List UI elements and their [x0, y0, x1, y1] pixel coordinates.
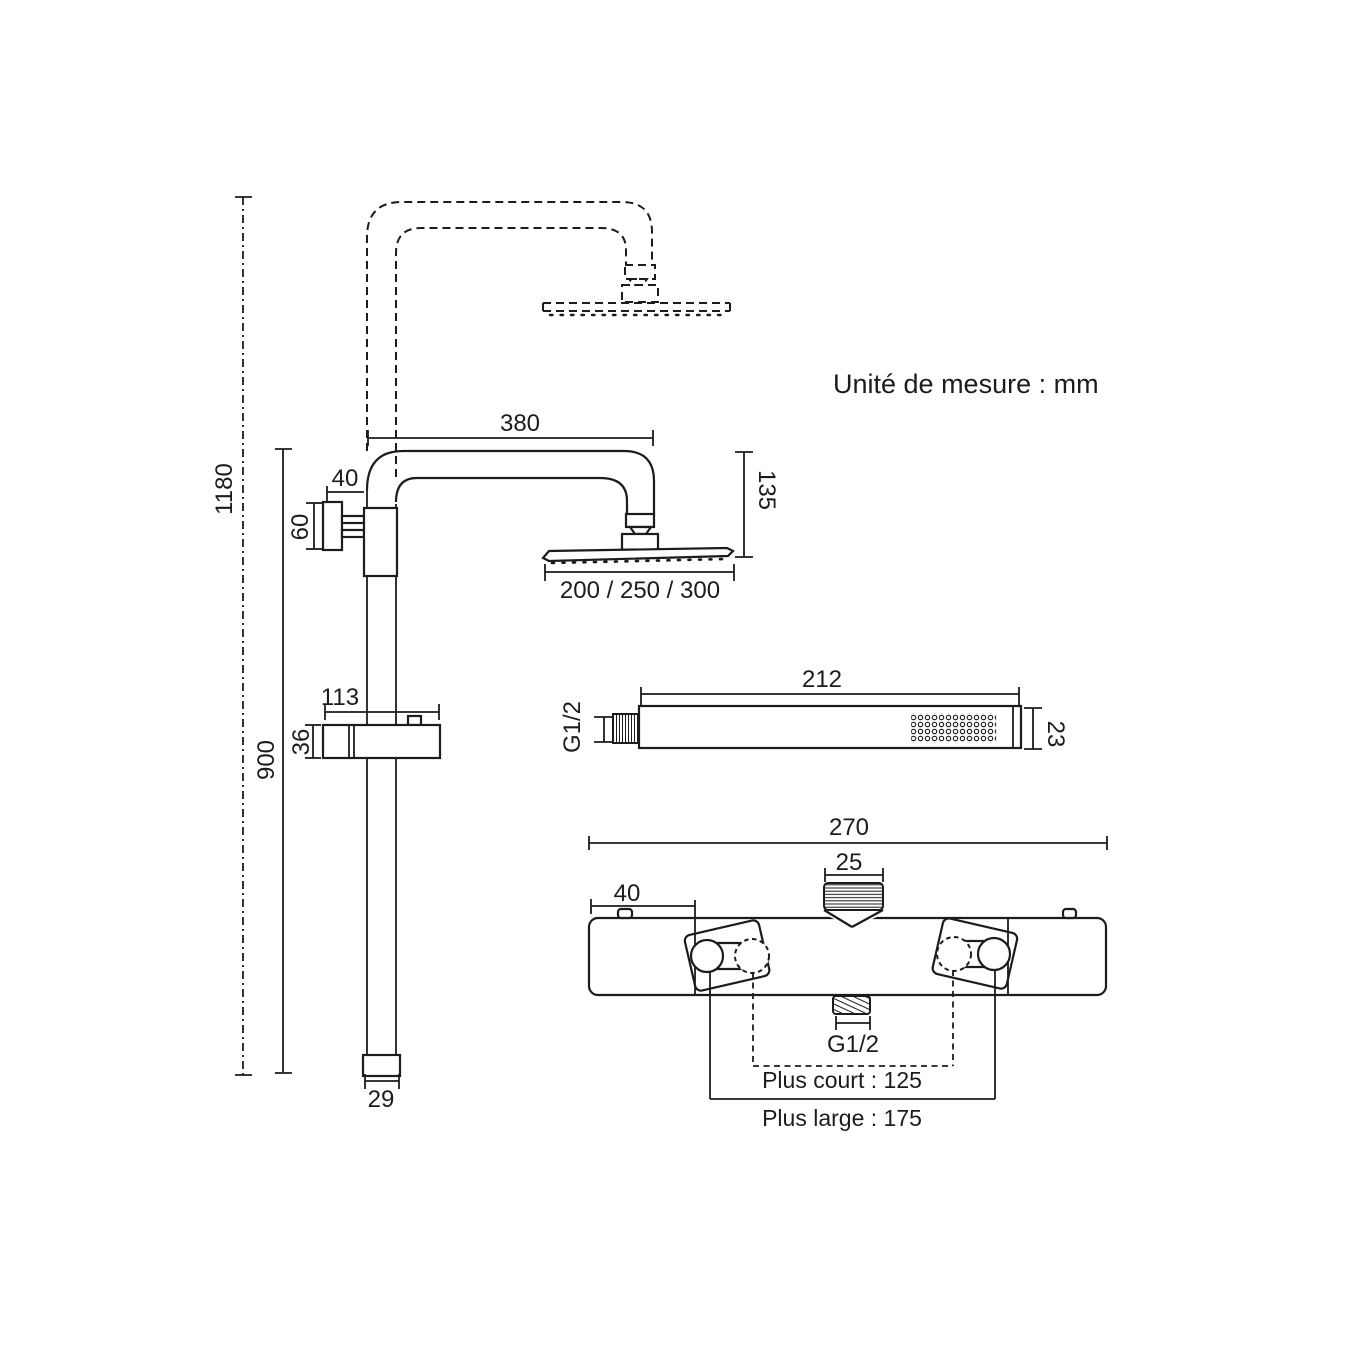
- mixer-body: [589, 918, 1106, 995]
- handshower-thread: [613, 714, 639, 743]
- dim-label-380: 380: [499, 410, 541, 437]
- dim-label-900: 900: [253, 739, 280, 781]
- dim-label-135: 135: [753, 469, 780, 511]
- dim-centers-wide: [710, 1099, 995, 1131]
- handle-alt-position-dashed: [735, 939, 769, 973]
- dim-rail-height: [253, 449, 292, 1073]
- head-connector-dashed: [625, 265, 655, 279]
- dim-label-23: 23: [1042, 720, 1069, 748]
- arm-slide-sleeve: [364, 508, 397, 576]
- dim-mixer-edge-offset: [591, 880, 695, 914]
- dim-handshower-thread: [559, 701, 613, 753]
- dim-head-sizes: [545, 564, 734, 604]
- dim-slider-height: [288, 725, 321, 758]
- dim-label-60: 60: [287, 513, 314, 541]
- dim-centers-short: [753, 1066, 953, 1093]
- handle-knob: [978, 938, 1010, 970]
- bracket-prong-top: [342, 516, 364, 523]
- handset-slider-bracket: [323, 716, 440, 758]
- dim-label-plus-large: Plus large : 175: [762, 1105, 922, 1131]
- dim-total-height: [211, 197, 252, 1075]
- slider-knob: [408, 716, 421, 725]
- mixer-inlet-thread: [824, 883, 883, 910]
- dim-mixer-inlet: [825, 849, 883, 882]
- dim-label-40: 40: [331, 465, 359, 492]
- shower-head-solid: [543, 548, 733, 563]
- mixer-tab-right: [1063, 909, 1076, 918]
- handshower-drawing: [559, 666, 1069, 753]
- dim-bracket-height: [287, 503, 322, 549]
- mixer-drawing: [589, 814, 1107, 1131]
- shower-arm-solid: [367, 451, 733, 563]
- mixer-tab-left: [618, 909, 632, 918]
- dim-label-212: 212: [801, 666, 843, 693]
- rail-end-cap: [363, 1055, 400, 1076]
- dim-handshower-thickness: [1024, 708, 1069, 749]
- dim-mixer-outlet: [827, 1016, 879, 1058]
- dim-label-g12-mixer: G1/2: [826, 1031, 880, 1058]
- handle-knob: [691, 940, 723, 972]
- dim-label-25: 25: [835, 849, 863, 876]
- dim-label-plus-court: Plus court : 125: [762, 1067, 922, 1093]
- dim-label-1180: 1180: [211, 463, 238, 515]
- wall-bracket: [323, 502, 364, 550]
- head-connector-upper: [626, 514, 654, 527]
- dim-label-g12-handshower: G1/2: [559, 700, 586, 754]
- handle-alt-position-dashed: [937, 937, 971, 971]
- dim-head-drop: [735, 452, 780, 557]
- dim-arm-length: [368, 410, 653, 446]
- shower-arm-raised-dashed: [367, 202, 730, 477]
- units-note: Unité de mesure : mm: [833, 369, 1099, 399]
- dim-label-40-mixer: 40: [613, 880, 641, 907]
- shower-head-dashed: [543, 303, 730, 315]
- handshower-spray-face: [911, 713, 996, 742]
- dim-handshower-length: [641, 666, 1019, 706]
- dim-rail-end: [365, 1074, 399, 1113]
- dim-label-36: 36: [288, 728, 315, 756]
- dim-label-head-sizes: 200 / 250 / 300: [559, 577, 721, 604]
- dim-label-270: 270: [828, 814, 870, 841]
- dim-mixer-width: [589, 814, 1107, 850]
- mixer-outlet-thread: [833, 996, 870, 1014]
- dim-slider-width: [321, 684, 439, 720]
- dim-wall-offset: [327, 465, 364, 503]
- bracket-prong-bottom: [342, 530, 364, 537]
- dim-label-113: 113: [320, 684, 360, 711]
- dim-label-29: 29: [367, 1086, 395, 1113]
